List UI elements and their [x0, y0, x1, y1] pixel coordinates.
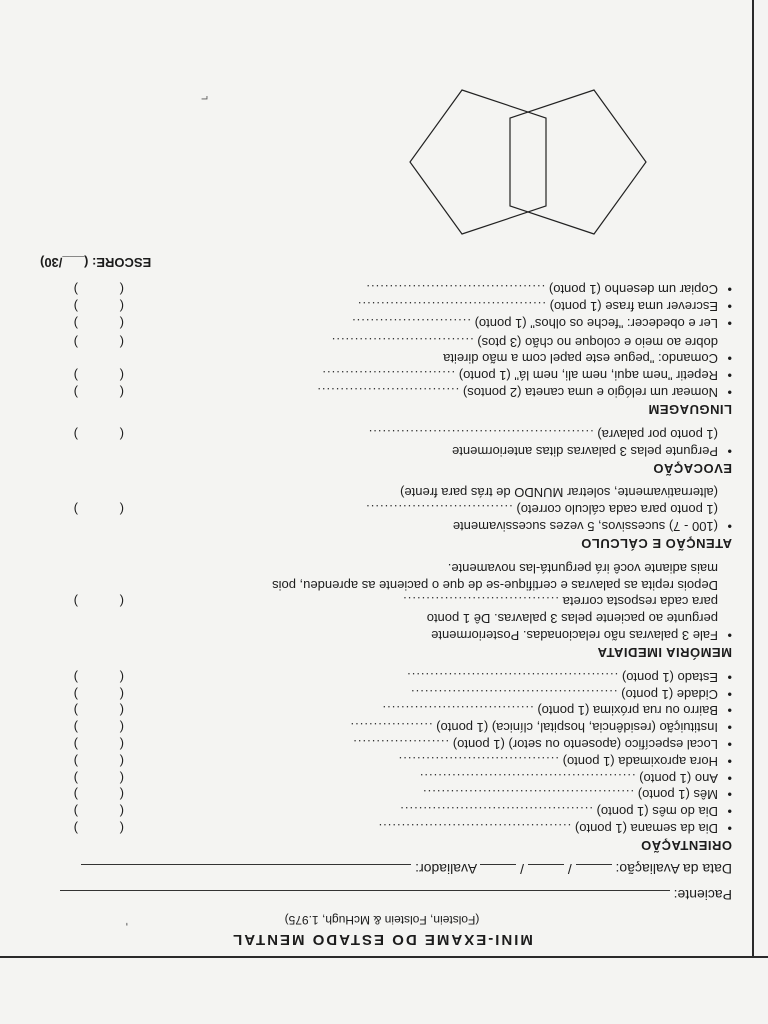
atencao-list	[32, 517, 732, 534]
date-day-blank[interactable]	[576, 864, 612, 877]
date-year-blank[interactable]	[480, 864, 516, 877]
section-title-evocacao: EVOCAÇÃO	[652, 460, 732, 476]
list-item: • Pergunte pelas 3 palavras ditas anteriormente	[32, 442, 732, 459]
date-evaluator-field	[32, 861, 732, 877]
list-item: • Escrever uma frase (1 ponto) ......................................... ()	[32, 297, 732, 314]
memoria-line: para cada resposta correta .................................. ()	[73, 594, 718, 610]
list-item: • Instituição (residência, hospital, clínica) (1 ponto) .................. ()	[32, 718, 732, 735]
form-title: MINI-EXAME DO ESTADO MENTAL	[231, 931, 533, 948]
total-score: ESCORE: (___/30)	[40, 255, 152, 271]
intersecting-pentagons-figure	[372, 76, 662, 246]
list-item: • Cidade (1 ponto) ............................................. ()	[32, 685, 732, 702]
memoria-line: mais adiante você irá perguntá-las novamente.	[447, 560, 718, 576]
list-item: • Comando: "pegue este papel com a mão direita	[32, 350, 732, 367]
atencao-line: (alternativamente, soletrar MUNDO de trás para frente)	[400, 485, 718, 501]
list-item: • Dia da semana (1 ponto) .......................................... ()	[32, 819, 732, 836]
section-title-atencao: ATENÇÃO E CÁLCULO	[580, 536, 732, 552]
stray-mark: '	[125, 914, 128, 928]
date-separator: /	[567, 861, 572, 877]
date-month-blank[interactable]	[528, 864, 564, 877]
list-item: • Ano (1 ponto) ............................................... ()	[32, 769, 732, 786]
memoria-list	[32, 626, 732, 643]
section-title-orientacao: ORIENTAÇÃO	[640, 838, 732, 853]
list-item: • Ler e obedecer: "feche os olhos" (1 ponto) .......................... ()	[32, 314, 732, 331]
list-item: • Nomear um relógio e uma caneta (2 pontos) ............................... ()	[32, 383, 732, 400]
section-title-memoria: MEMÓRIA IMEDIATA	[597, 645, 732, 661]
page-edge-line	[0, 956, 768, 958]
date-label: Data da Avaliação:	[615, 861, 732, 877]
list-item: • Mês (1 ponto) .............................................. ()	[32, 786, 732, 803]
linguagem-list	[32, 280, 732, 330]
exam-form	[32, 255, 732, 952]
list-item: • Local específico (aposento ou setor) (1 ponto) ..................... ()	[32, 735, 732, 752]
linguagem-line: dobre ao meio e coloque no chão (3 ptos) ............................... ()	[73, 334, 718, 350]
date-separator: /	[520, 861, 525, 877]
orientacao-list	[32, 668, 732, 836]
list-item: • Estado (1 ponto) .............................................. ()	[32, 668, 732, 685]
evaluator-blank[interactable]	[81, 864, 411, 877]
linguagem-list	[32, 350, 732, 400]
list-item: • (100 - 7) sucessivos, 5 vezes sucessivamente	[32, 517, 732, 534]
list-item: • Fale 3 palavras não relacionadas. Posteriormente	[32, 626, 732, 643]
patient-label: Paciente:	[673, 887, 732, 903]
patient-blank[interactable]	[60, 890, 670, 903]
evocacao-list	[32, 442, 732, 459]
form-subtitle: (Folstein, Folstein & McHugh, 1.975)	[284, 913, 480, 927]
stray-mark: ⌐	[200, 92, 208, 106]
atencao-line: (1 ponto para cada cálculo correto) ................................ ()	[73, 502, 718, 518]
section-title-linguagem: LINGUAGEM	[648, 402, 732, 418]
list-item: • Repetir "nem aqui, nem ali, nem lá" (1 ponto) ............................. ()	[32, 366, 732, 383]
memoria-line: Depois repita as palavras e certifique-se de que o paciente as aprendeu, pois	[272, 577, 718, 593]
memoria-line: pergunte ao paciente pelas 3 palavras. Dê 1 ponto	[426, 611, 718, 627]
evaluator-label: Avaliador:	[415, 861, 478, 877]
list-item: • Hora aproximada (1 ponto) ................................... ()	[32, 752, 732, 769]
page-edge-line	[752, 0, 754, 958]
evocacao-line: (1 ponto por palavra) ................................................. ()	[73, 426, 718, 442]
list-item: • Copiar um desenho (1 ponto) ....................................... ()	[32, 280, 732, 297]
list-item: • Bairro ou rua próxima (1 ponto) ................................. ()	[32, 702, 732, 719]
list-item: • Dia do mês (1 ponto) .......................................... ()	[32, 802, 732, 819]
patient-field	[32, 887, 732, 903]
